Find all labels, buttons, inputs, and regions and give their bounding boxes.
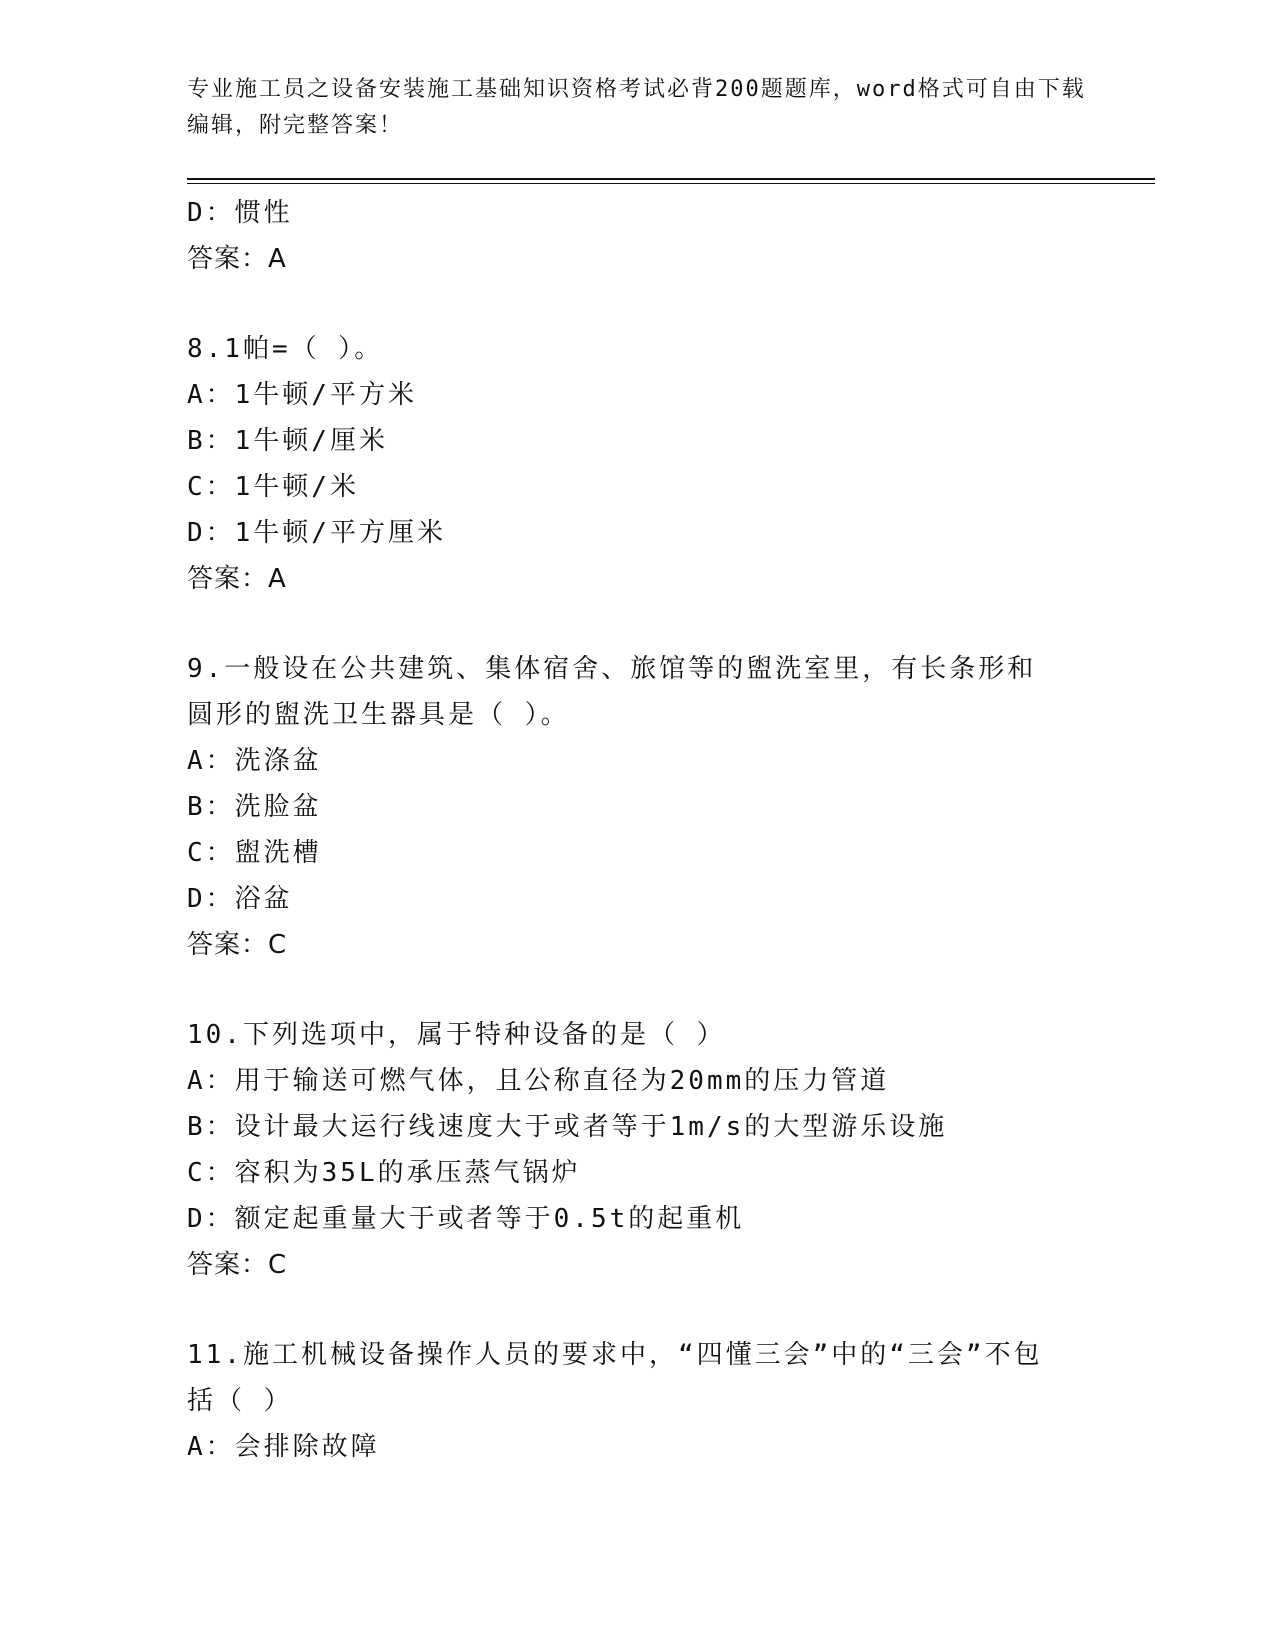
option-c: C：1牛顿/米 — [187, 472, 359, 502]
question-block — [187, 326, 1087, 602]
spacer — [187, 602, 1087, 646]
option-d: D：浴盆 — [187, 884, 293, 914]
option-d: D：额定起重量大于或者等于0.5t的起重机 — [187, 1204, 745, 1234]
option-a: A：洗涤盆 — [187, 746, 322, 776]
option-a: A：1牛顿/平方米 — [187, 380, 417, 410]
answer-line: 答案：C — [187, 930, 288, 960]
spacer — [187, 282, 1087, 326]
option-d: D：1牛顿/平方厘米 — [187, 518, 446, 548]
answer-line: 答案：C — [187, 1250, 288, 1280]
header-divider-thick — [187, 178, 1155, 180]
option-b: B：1牛顿/厘米 — [187, 426, 388, 456]
header-divider-thin — [187, 183, 1155, 184]
question-stem: 8.1帕=（ ）。 — [187, 334, 384, 364]
question-block — [187, 1332, 1087, 1470]
question-stem: 9.一般设在公共建筑、集体宿舍、旅馆等的盥洗室里，有长条形和圆形的盥洗卫生器具是（ ）。 — [187, 654, 1037, 730]
option-a: A：用于输送可燃气体，且公称直径为20mm的压力管道 — [187, 1066, 890, 1096]
question-stem: 10.下列选项中，属于特种设备的是（ ） — [187, 1020, 726, 1050]
question-stem: 11.施工机械设备操作人员的要求中，“四懂三会”中的“三会”不包括（ ） — [187, 1340, 1043, 1416]
option-b: B：设计最大运行线速度大于或者等于1m/s的大型游乐设施 — [187, 1112, 948, 1142]
spacer — [187, 968, 1087, 1012]
option-d: D：惯性 — [187, 198, 293, 228]
answer-line: 答案：A — [187, 564, 287, 594]
option-b: B：洗脸盆 — [187, 792, 322, 822]
option-c: C：容积为35L的承压蒸气锅炉 — [187, 1158, 581, 1188]
option-c: C：盥洗槽 — [187, 838, 322, 868]
document-header: 专业施工员之设备安装施工基础知识资格考试必背200题题库，word格式可自由下载编辑，附完整答案！ — [187, 77, 1086, 138]
answer-line: 答案：A — [187, 244, 287, 274]
question-block — [187, 646, 1087, 968]
option-a: A：会排除故障 — [187, 1432, 380, 1462]
spacer — [187, 1288, 1087, 1332]
document-body — [187, 190, 1087, 1470]
question-block — [187, 1012, 1087, 1288]
